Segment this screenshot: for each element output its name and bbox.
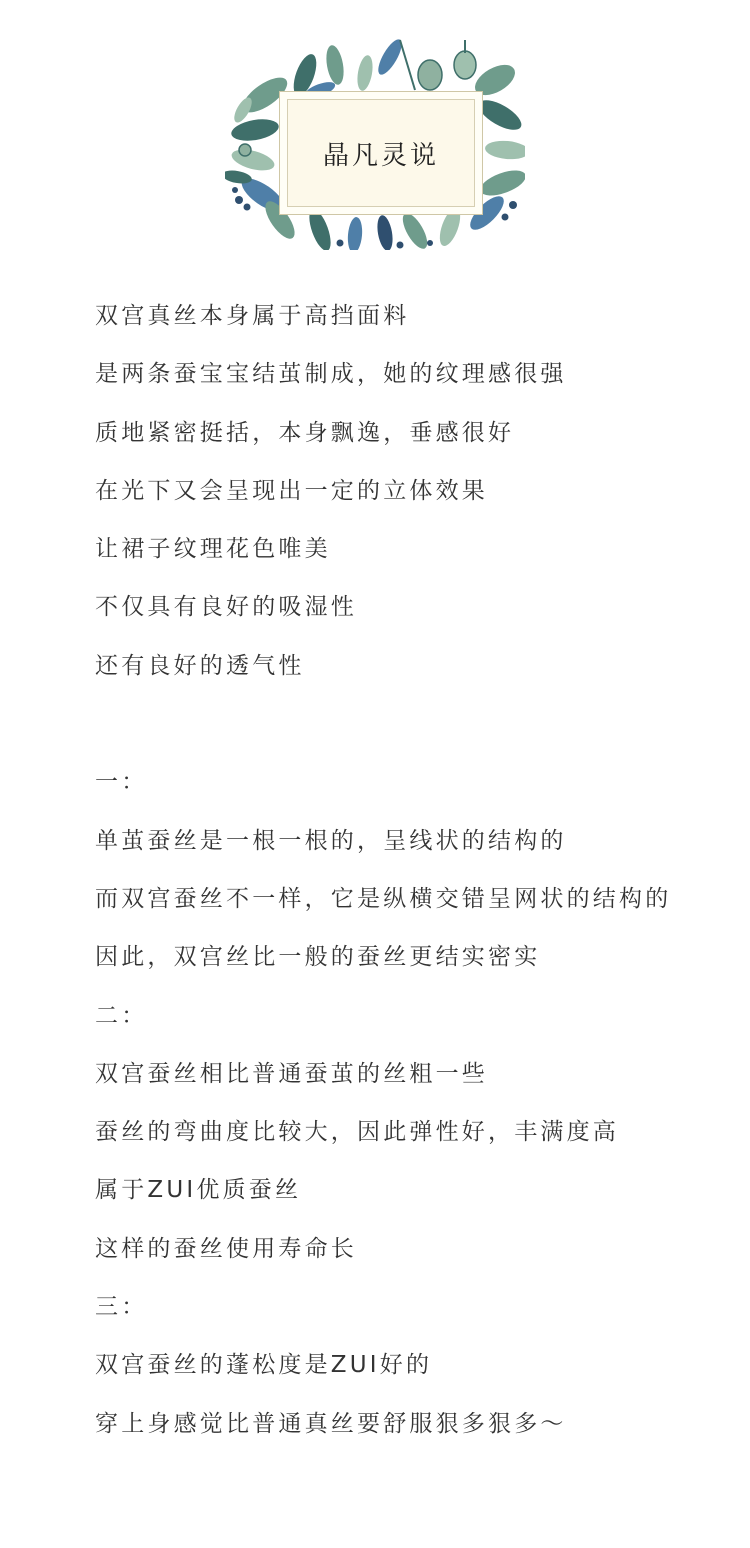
text-line: 单茧蚕丝是一根一根的，呈线状的结构的	[95, 827, 567, 854]
section-heading: 三：	[95, 1294, 148, 1321]
text-line: 质地紧密挺括，本身飘逸，垂感很好	[95, 419, 515, 446]
text-line: 不仅具有良好的吸湿性	[95, 594, 357, 621]
bottom-leaves	[305, 205, 464, 250]
text-line: 是两条蚕宝宝结茧制成，她的纹理感很强	[95, 361, 567, 388]
text-line: 让裙子纹理花色唯美	[95, 536, 331, 563]
blank-line	[95, 704, 735, 762]
text-line: 双宫真丝本身属于高挡面料	[95, 303, 410, 329]
title-card	[287, 99, 475, 207]
text-line: 双宫蚕丝的蓬松度是ZUI好的	[95, 1352, 433, 1379]
text-line: 穿上身感觉比普通真丝要舒服狠多狠多～	[95, 1410, 567, 1437]
text-line: 在光下又会呈现出一定的立体效果	[95, 477, 488, 504]
text-line: 而双宫蚕丝不一样，它是纵横交错呈网状的结构的	[95, 885, 672, 912]
text-line: 这样的蚕丝使用寿命长	[95, 1235, 357, 1262]
paragraph-points	[95, 762, 735, 1462]
text-line: 还有良好的透气性	[95, 652, 305, 679]
text-line: 属于ZUI优质蚕丝	[95, 1177, 302, 1204]
text-line: 蚕丝的弯曲度比较大，因此弹性好，丰满度高	[95, 1119, 619, 1146]
section-heading: 一：	[95, 769, 148, 796]
header-illustration	[225, 35, 525, 250]
section-heading: 二：	[95, 1002, 148, 1029]
article-body	[95, 296, 735, 1462]
text-line: 因此，双宫丝比一般的蚕丝更结实密实	[95, 944, 541, 971]
top-leaves	[289, 36, 520, 101]
paragraph-intro	[95, 296, 735, 704]
text-line: 双宫蚕丝相比普通蚕茧的丝粗一些	[95, 1060, 488, 1087]
header-title: 晶凡灵说	[322, 140, 439, 171]
